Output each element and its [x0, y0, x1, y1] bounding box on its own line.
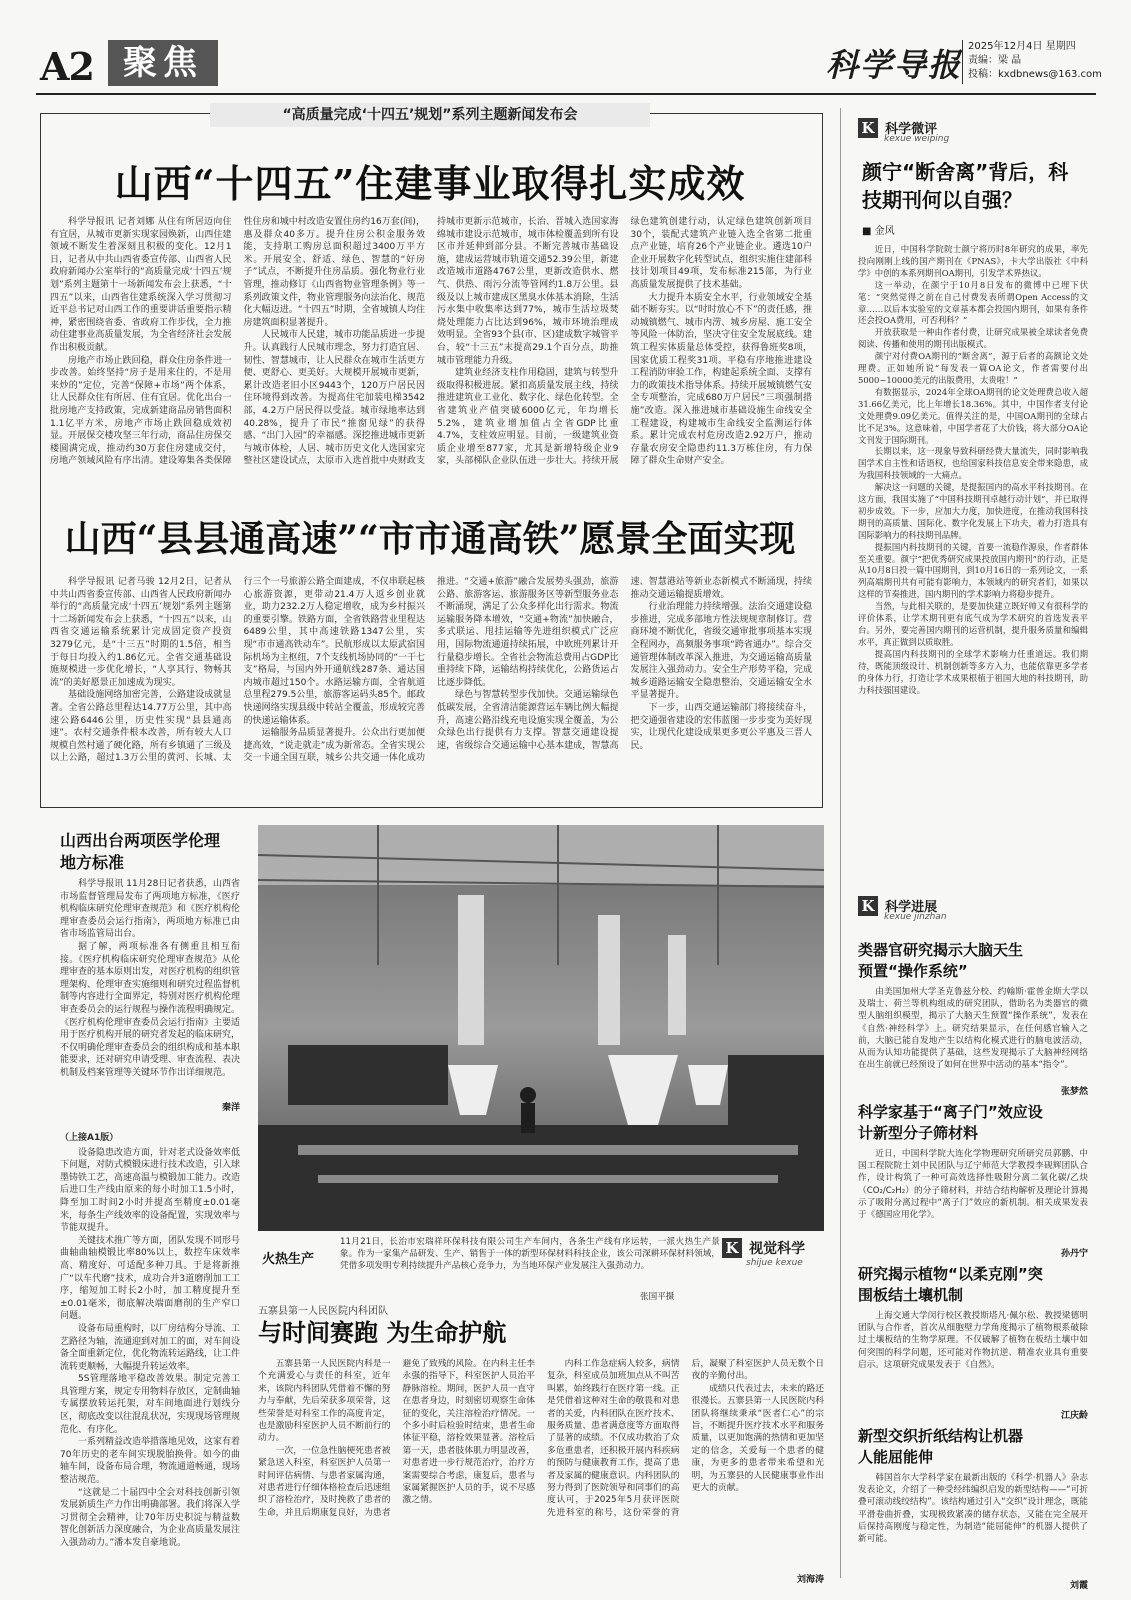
visual-science-sub: shijue kexue — [746, 1258, 803, 1268]
medical-news-author: 秦洋 — [221, 1103, 240, 1113]
comment-paragraph: 提振国内科技期刊的关键，首要一流稳作源泉，作者群体至关重要。颜宁“把优秀研究成果投放国内期刊”的行动，正是从10月8日投一篇中国期刊，到10月16日的一系列论文，一系列高端期刊共有可能有影响力，本领域内的研究者们，如果以这样的节奏推进，国内期刊的学术影响力将稳步提升。 — [858, 541, 1088, 600]
banner — [210, 103, 650, 127]
photo-credit — [640, 1290, 674, 1302]
article1-paragraph: 科学导报讯 记者刘娜 从住有所居迈向住有宜居，从城市更新实现家园焕新，山西住建领域不断发生着深刻且积极的变化。12月1日，记者从中共山西省委宣传部、山西省人民政府新闻办公室举行的“高质量完成‘十四五’规划”系列主题第十一场新闻发布会上获悉，“十四五”以来，山西省住建系统深入学习贯彻习近平总书记对山西工作的重要讲话重要指示精神，紧密围绕省委、省政府工作步伐，全力推动住建事业高质量发展，为全省经济社会发展作出积极贡献。 — [50, 217, 232, 353]
editor-line: 责编：梁 晶 — [968, 55, 1022, 66]
photo-caption: 11月21日，长治市宏瑞祥环保科技有限公司生产车间内，各条生产线有序运转，一派火热生产景象。作为一家集产品研发、生产、销售于一体的新型环保材料科技企业，该公司深耕环保材料领域，凭借多项发明专利持续提升产品核心竞争力，为当地环保产业发展注入强劲动力。 — [340, 1237, 720, 1271]
progress-item — [858, 940, 1088, 1097]
page-number: A2 — [40, 44, 94, 89]
right-column-divider — [840, 108, 841, 1578]
article2-paragraph: 基础设施网络加密完善，公路建设成就显著。全省公路总里程达14.77万公里，其中高速公路6446公里，历史性实现“县县通高速”。农村交通条件根本改善，所有较大人口规模自然村通了硬化路，所有乡镇通了三级及以上公路，超过1.3万公里的黄河、长城、太行三个一号旅游公路全面建成，不仅串联起核心旅游资源，更带动21.4万人返乡创业就业，助力232.2万人稳定增收，成为乡村振兴的重要引擎。铁路方面，全省铁路营业里程达6489公里，其中高速铁路1347公里，实现“市市通高铁动车”。民航形成以太原武宿国际机场为主枢纽，7个支线机场协同的“一干七支”格局，与国内外开通航线287条、通达国内城市超过150个。水路运输方面，全省航道总里程279.5公里，旅游客运码头85个。邮政快递网络实现县级中转站全覆盖，形成较完善的快递运输体系。 — [50, 577, 425, 764]
comment-column-sub: kexue weiping — [884, 134, 950, 144]
article1-body — [50, 216, 812, 506]
article3-paragraph: 一次，一位急性脑梗死患者被紧急送入科室，科室医护人员第一时间评估病情、与患者家属沟通，对患者进行仔细体格检查后迅速组织了溶栓治疗，及时挽救了患者的生命，并且后期康复良好，为患者避免了致残的风险。在内科主任李永强的指导下，科室医护人员治平静脉溶栓。期间，医护人员一直守在患者身边，时刻密切观察生命体征的变化，关注溶栓治疗情况。一个多小时后检验时结束，患者生命体征平稳，溶栓效果显著。溶栓后第一天，患者肢体肌力明显改善，对患者进一步行规范治疗，治疗方案需要综合考虑，康复后，患者与家属紧握医护人员的手，说不尽感激之情。 — [258, 1359, 535, 1518]
comment-paragraph: 长期以来，这一现象导致科研经费大量流失，同时影响我国学术自主性和话语权，也给国家科技信息安全带来隐患，成为我国科技领域的一大痛点。 — [858, 446, 1088, 481]
masthead-rule — [36, 93, 1096, 95]
k-logo-icon: K — [858, 118, 878, 138]
progress-column-head — [858, 896, 1088, 930]
progress-item-title: 研究揭示植物“以柔克刚”突围板结土壤机制 — [858, 1265, 1043, 1304]
progress-item-text — [858, 986, 1088, 1084]
progress-item — [858, 1102, 1088, 1259]
article2-paragraph: 运输服务品质显著提升。公众出行更加便捷高效，“说走就走”成为新常态。全省实现公交一卡通全国互联，城乡公共交通一体化成功推进。“交通+旅游”融合发展势头强劲，旅游公路、旅游客运、旅游服务区等新型服务业态不断涌现，满足了公众多样化出行需求。物流运输服务降本增效，“交通+物流”加快融合，多式联运、甩挂运输等先进组织模式广泛应用，国际物流通道持续拓展，中欧班列累计开行量稳步增长。全省社会物流总费用占GDP比重持续下降，运输结构持续优化，公路货运占比逐步降低。 — [243, 577, 619, 764]
banner-title: “高质量完成‘十四五’规划”系列主题新闻发布会 — [282, 107, 578, 123]
article1-paragraph: 房地产市场止跌回稳，群众住房条件进一步改善。始终坚持“房子是用来住的，不是用来炒的”定位，完善“保障+市场”两个体系，让人民群众住有所居、住有宜居。优化出台一批房地产支持政策，完成新建商品房销售面积1.1亿平方米，房地产市场止跌回稳成效初显。开展保交楼攻坚三年行动，商品住房保交楼圆满完成，推动约30万套住房建成交付，房地产领域风险有序出清。建设筹集各类保障性住房和城中村改造安置住房约16万套(间)，惠及群众40多万。提升住房公积金服务效能，支持职工购房总面积超过3400万平方米。开展安全、舒适、绿色、智慧的“好房子”试点，不断提升住房品质。强化物业行业管理，推动修订《山西省物业管理条例》等一系列政策文件，物业管理服务向法治化、规范化大幅迈进。“十四五”时期，全省城镇人均住房建筑面积显著提升。 — [50, 217, 425, 467]
comment-paragraph: 提高国内科技期刊的全球学术影响力任重道远。我们期待，既能顶级设计、机制创新等多方入力，也能依靠更多学者的身体力行，打造让学术成果根植于祖国大地的科技期刊，助力科技强国建设。 — [858, 648, 1088, 695]
email-line: 投稿：kxdbnews@163.com — [968, 69, 1102, 80]
progress-item-text — [858, 1148, 1088, 1246]
article3-paragraph: 五寨县第一人民医院内科是一个充满爱心与责任的科室，近年来，该院内科团队凭借着不懈的努力与奉献，先后荣获多项荣誉，这些荣誉是对科室工作的高度肯定，也是激励科室医护人员不断前行的动力。 — [258, 1359, 391, 1444]
article3-headline: 与时间赛跑 为生命护航 — [258, 1319, 507, 1347]
visual-science-tag — [722, 1238, 822, 1288]
progress-item — [858, 1426, 1088, 1591]
section-title: 聚焦 — [123, 43, 203, 83]
comment-paragraph: 开放获取是一种由作者付费，让研究成果被全球读者免费阅读、传播和使用的期刊出版模式。 — [858, 327, 1088, 350]
section-tag — [108, 40, 218, 86]
medical-news-body — [60, 878, 240, 1098]
progress-item-text — [858, 1472, 1088, 1578]
article2-paragraph: 行业治理能力持续增强。法治交通建设稳步推进，完成多部地方性法规规章制修订。营商环境不断优化，省级交通审批事项基本实现全程网办，高频服务事项“跨省通办”。综合交通管理体制改革深入推进，为交通运输高质量发展注入强劲动力。安全生产形势平稳，完成城乡道路运输安全隐患整治，交通运输安全水平显著提升。 — [630, 602, 812, 701]
comment-paragraph: 解决这一问题的关键，是提振国内的高水平科技期刊。在这方面，我国实施了“中国科技期刊卓越行动计划”，并已取得初步成效。下一步，应加大力度，加快进度，在推动我国科技期刊的高质量、国际化、数字化发展上下功夫，着力打造具有国际影响力的科技期刊品牌。 — [858, 482, 1088, 540]
continuation-paragraph: “这就是二十届四中全会对科技创新引领发展新质生产力作出明确部署。我们将深入学习贯彻全会精神，让70年历史积淀与精益数智化创新活力深度融合，为企业高质量发展注入强劲动力。”潘本发自豪地说。 — [60, 1487, 241, 1548]
visual-science-title: 视觉科学 — [749, 1241, 806, 1257]
comment-column-title: 科学微评 — [885, 122, 938, 137]
continuation-paragraph: 设备隐患改造方面，针对老式设备效率低下问题，对防式模锻床进行技术改造，引入球墨铸铁工艺，高速高温与模锻加工能力。改造后进口生产线由原来的每小时加工1.5小时，降至加工时间2小时并提高至精度±0.01毫米，每条生产线效率的设备配置，实现效率与节能双提升。 — [60, 1147, 241, 1234]
progress-item-paragraph: 韩国首尔大学科学家在最新出版的《科学·机器人》杂志发表论文，介绍了一种受经纬编织启发的新型结构——“可折叠可滚动线绞结构”。该结构通过引入“交织”设计理念，既能平滑卷曲折叠，实现极致紧凑的储存状态，又能在完全展开后保持高刚度与稳定性，为制造“能屈能伸”的机器人提供了新可能。 — [858, 1473, 1088, 1545]
comment-body — [858, 244, 1088, 854]
masthead — [0, 0, 1131, 100]
article1-paragraph: 人民城市人民建，城市功能品质进一步提升。认真践行人民城市理念，努力打造宜居、韧性、智慧城市，让人民群众在城市生活更方便、更舒心、更美好。大规模开展城市更新，累计改造老旧小区9443个，120万户居民因住环境得到改善。为提高住宅加装电梯3542部，4.2万户居民得以受益。城市绿地率达到40.28%，提升了市民“推窗见绿”的获得感、“出门入园”的幸福感。深挖推进城市更新与城市体检，人居、城市历史文化人选国家完整社区建设试点，太原市入选首批中央财政支持城市更新示范城市，长治、晋城入选国家海绵城市建设示范城市，城市体检覆盖到所有设区市并延伸到部分县。不断完善城市基础设施，建成运营城市轨道交通52.39公里，新建改造城市道路4767公里，更新改造供水、燃气、供热、雨污分流等管网约1.8万公里。县级及以上城市建成区黑臭水体基本消除，生活污水集中收集率达到77%，城市生活垃圾焚烧处理能力占比达到96%，城市环境治理成效明显。全省93个县(市、区)建成数字城管平台，较“十三五”末提高29.1个百分点，助推城市管理能力升级。 — [243, 217, 619, 467]
progress-column-title: 科学进展 — [885, 900, 938, 915]
article1-headline: 山西“十四五”住建事业取得扎实成效 — [114, 161, 746, 206]
article2-paragraph: 下一步，山西交通运输部门将接续奋斗，把交通强省建设的宏伟蓝图一步步变为美好现实，让现代化建设成果更多更公平惠及三晋人民。 — [630, 702, 812, 751]
progress-item-text — [858, 1310, 1088, 1408]
progress-item-author: 江庆龄 — [1060, 1411, 1088, 1421]
progress-item-title: 新型交织折纸结构让机器人能屈能伸 — [858, 1427, 1024, 1466]
article3-body — [258, 1358, 824, 1570]
progress-item — [858, 1264, 1088, 1421]
progress-column-sub: kexue jinzhan — [884, 912, 947, 922]
comment-paragraph: 有数据显示，2024年全球OA期刊的论文处理费总收入超31.66亿美元，比上年增长18.36%。其中，中国作者支付论文处理费9.09亿美元。值得关注的是，中国OA期刊的全球占比不足3%。这意味着，中国学者花了大价钱，将大部分OA论文刊发于国际期刊。 — [858, 386, 1088, 445]
continuation-paragraph: 一系列精益改造举措落地见效，这家有着70年历史的老车间实现脱胎换骨。如今的曲轴车间，设备布局合理，物流通道畅通，现场整洁规范。 — [60, 1437, 241, 1486]
progress-item-paragraph: 上海交通大学闵行校区教授斯塔凡·佩尔松、教授梁德明团队与合作者，首次从细胞壁力学角度揭示了植物根系破除过土壤板结的生物学原理。不仅破解了植物在板结土壤中如何突围的科学问题，还可能对作物抗逆、精准农业具有重要启示。这项研究成果发表于《自然》。 — [858, 1311, 1088, 1370]
continuation-paragraph: 设备布局重构时，以厂房结构分导流、工艺路径为轴，流通迎到对加工的面，对车间设备全面重新定位，优化物流转运路线，让工件流转更顺畅，大幅提升转运效率。 — [60, 1323, 241, 1372]
progress-item-title: 科学家基于“离子门”效应设计新型分子筛材料 — [858, 1103, 1043, 1142]
issue-date: 2025年12月4日 星期四 — [968, 41, 1076, 52]
article2-paragraph: 绿色与智慧转型步伐加快。交通运输绿色低碳发展，全省清洁能源营运车辆比例大幅提升，高速公路沿线充电设施实现全覆盖，为公众绿色出行提供有力支撑。智慧交通建设提速，省级综合交通运输中心基本建成，智慧高速、智慧港站等新业态新模式不断涌现，持续推动交通运输提质增效。 — [437, 577, 812, 751]
comment-paragraph: 这一举动，在颜宁于10月8日发布的微博中已埋下伏笔：“突然觉得之前在自己付费发表所谓Open Access的文章……以后本实验室的文章基本都会投国内期刊，如果有条件还会投OA费用，可否利科？” — [858, 279, 1088, 326]
factory-photo — [258, 825, 824, 1231]
progress-item-paragraph: 近日，中国科学院大连化学物理研究所研究员郭鹏、中国工程院院士刘中民团队与辽宁师范大学教授李砚辉团队合作，设计构筑了一种可高效选择性吸附分离二氧化碳/乙炔（CO₂/C₂H₂）的分子筛材料，并结合结构解析及理论计算揭示了吸附分离过程中“离子门”效应的新机制。相关成果发表于《德国应用化学》。 — [858, 1149, 1088, 1221]
article1-paragraph: 大力提升本质安全水平，行业领域安全基础不断夯实。以“时时放心不下”的责任感，推动城镇燃气、城市内涝、城乡房屋、施工安全等风险一体防治，坚决守住安全发展底线。建筑工程实体质量总体受控，获得鲁班奖8项，国家优质工程奖31项。平稳有序地推进建设工程消防审验工作，构建起系统全面、支撑有力的政策技术指导体系。持续开展城镇燃气安全专项整治，完成680万户居民“三项强制措施”改造。深入推进城市基础设施生命线安全工程建设，构建城市生命线安全监测运行体系。累计完成农村危房改造2.92万户，推动存量农房安全隐患约11.3万栋住房，有力保障了群众生命财产安全。 — [630, 292, 812, 467]
continuation-paragraph: 关键技术推广等方面，团队发现不同形号曲轴曲轴模锻比率80%以上，数控车床效率高、精度好、可适配多种刀具。于是将新推广“以车代磨”技术，成功合并3道磨削加工工序，缩短加工时长2小时，加工精度提升至±0.01毫米，彻底解决端面磨削的生产窄口问题。 — [60, 1235, 241, 1322]
medical-news-paragraph: 科学导报讯 11月28日记者获悉，山西省市场监督管理局发布了两项地方标准，《医疗机构临床研究伦理审查规范》和《医疗机构伦理审查委员会运行指南》，两项地方标准已由省市场监管局出台。 — [60, 879, 241, 940]
progress-item-paragraph: 由美国加州大学圣克鲁兹分校、约翰斯·霍普金斯大学以及瑞士、荷兰等机构组成的研究团队，借助名为类器官的微型人脑组织模型，揭示了大脑天生预置“操作系统”，发表在《自然·神经科学》上。研究结果显示，在任何感官输入之前，大脑已能自发地产生以结构化模式进行的脑电波活动，从而为认知功能提供了基础，这些发现揭示了大脑神经网络在出生前就已经预设了如何在世界中活动的基本“指令”。 — [858, 987, 1088, 1071]
article2-body — [50, 576, 812, 802]
continuation-paragraph: 5S管理落地平稳改善效果。制定完善工具管理方案，规定专用物料存放区，定制曲轴专属摆放转运托架，对车间地面进行划线分区，彻底改变以往混乱状况，实现现场管理规范化、有序化。 — [60, 1374, 241, 1435]
article2-headline: 山西“县县通高速”“市市通高铁”愿景全面实现 — [64, 518, 796, 560]
progress-item-title: 类器官研究揭示大脑天生预置“操作系统” — [858, 941, 1024, 980]
k-logo-icon: K — [858, 896, 878, 916]
continuation-lead: （上接A1版） — [60, 1133, 119, 1143]
photo-credit-text: 张国平摄 — [640, 1292, 675, 1302]
k-logo-icon: K — [722, 1238, 742, 1258]
medical-news-headline: 山西出台两项医学伦理地方标准 — [60, 831, 221, 872]
article3-kicker: 五寨县第一人民医院内科团队 — [258, 1306, 388, 1317]
progress-item-author: 刘霞 — [1069, 1581, 1088, 1591]
comment-headline: 颜宁“断舍离”背后，科技期刊何以自强？ — [862, 160, 1069, 212]
progress-item-author: 孙丹宁 — [1060, 1249, 1088, 1259]
comment-byline: ■ 金风 — [862, 226, 895, 237]
article3-author: 刘海涛 — [796, 1575, 824, 1585]
comment-column-head — [858, 118, 1088, 152]
medical-news-paragraph: 据了解，两项标准各有侧重且相互衔接。《医疗机构临床研究伦理审查规范》从伦理审查的基本原则出发，对医疗机构的组织管理架构、伦理审查实施细则和研究过程监督机制等内容进行全面界定，特别对医疗机构伦理审查委员会的运行规程与操作流程明确规定。《医疗机构伦理审查委员会运行指南》主要适用于医疗机构开展的研究者发起的临床研究，不仅明确伦理审查委员会的组织构成和基本职能要求，还对研究申请受理、审查流程、表决机制及档案管理等关键环节作出详细规范。 — [60, 941, 241, 1078]
newspaper-logo: 科学导报 — [826, 46, 963, 84]
comment-paragraph: 近日，中国科学院院士颜宁将历时8年研究的成果，率先投向刚刚上线的国产期刊在《PNAS》，卡大学出版社《中科学》中创的本系列期刊OA期刊，引发学术界热议。 — [858, 244, 1088, 278]
progress-item-author: 张梦然 — [1060, 1087, 1088, 1097]
masthead-meta — [968, 40, 1102, 82]
article1-paragraph: 建筑业经济支柱作用稳固，建筑与转型升级取得积极进展。紧扣高质量发展主线，持续推进建筑业工业化、数字化、绿色化转型。全省建筑业产值突破6000亿元，年均增长5.2%，建筑业增加值占全省GDP比重4.7%，支柱效应明显。目前，一级建筑业资质企业增至877家，尤其是新增特级企业9家，头部梯队企业队伍进一步壮大。持续开展绿色建筑创建行动，认定绿色建筑创新项目30个，装配式建筑产业链入选全省第二批重点产业链，培育26个产业链企业。遴选10户企业开展数字化转型试点，组织实施住建部科技计划项目49项，发布标准215部，为行业高质量发展提供了技术基础。 — [437, 217, 812, 467]
article3-paragraph: 内科工作急症病人较多，病情复杂，科室成员加班加点从不叫苦叫累，始终践行在医疗第一线。正是凭借着这种对生命的敬畏和对患者的关爱，内科团队在医疗技术、服务质量、患者满意度等方面取得了显著的成绩。不仅成功救治了众多危重患者，还积极开展内科疾病的预防与健康教育工作，提高了患者及家属的健康意识。内科团队的努力得到了医院领导和同事们的高度认可，于2025年5月获评医院先进科室的称号，这份荣誉的背后，凝聚了科室医护人员无数个日夜的辛勤付出。 — [547, 1359, 824, 1518]
article3-paragraph: 成绩只代表过去，未来的路还很漫长。五寨县第一人民医院内科团队将继续秉承“医者仁心”的宗旨，不断提升医疗技术水平和服务质量，以更加饱满的热情和更加坚定的信念，关爱每一个患者的健康，为更多的患者带来希望和光明，为五寨县的人民健康事业作出更大的贡献。 — [691, 1383, 824, 1494]
comment-paragraph: 颜宁对付费OA期刊的“断舍离”，源于后者的高额论文处理费。正如她所说“每发表一篇OA论文，作者需要付出5000~10000美元的出版费用，太贵啦！” — [858, 351, 1088, 385]
photo-label: 火热生产 — [262, 1252, 315, 1267]
continuation-body — [60, 1132, 240, 1572]
article2-paragraph: 科学导报讯 记者马骏 12月2日，记者从中共山西省委宣传部、山西省人民政府新闻办举行的“高质量完成‘十四五’规划”系列主题第十二场新闻发布会上获悉，“十四五”以来，山西省交通运输系统累计完成固定资产投资3279亿元，是“十三五”时期的1.5倍，相当于每日均投入约1.86亿元。全省交通基础设施规模进一步优化增长，“人享其行、物畅其流”的美好愿景正加速成为现实。 — [50, 577, 232, 688]
factory-photo-image — [258, 825, 824, 1231]
comment-paragraph: 当然，与此相关联的，是要加快建立既好帅又有很科学的评价体系，让学术期刊更有底气成为学术研究的首选发表平台。另外，要完善国内期刊的运营机制，提升服务质量和编辑水平，真正做到以质取胜。 — [858, 601, 1088, 647]
masthead-divider — [962, 40, 963, 84]
